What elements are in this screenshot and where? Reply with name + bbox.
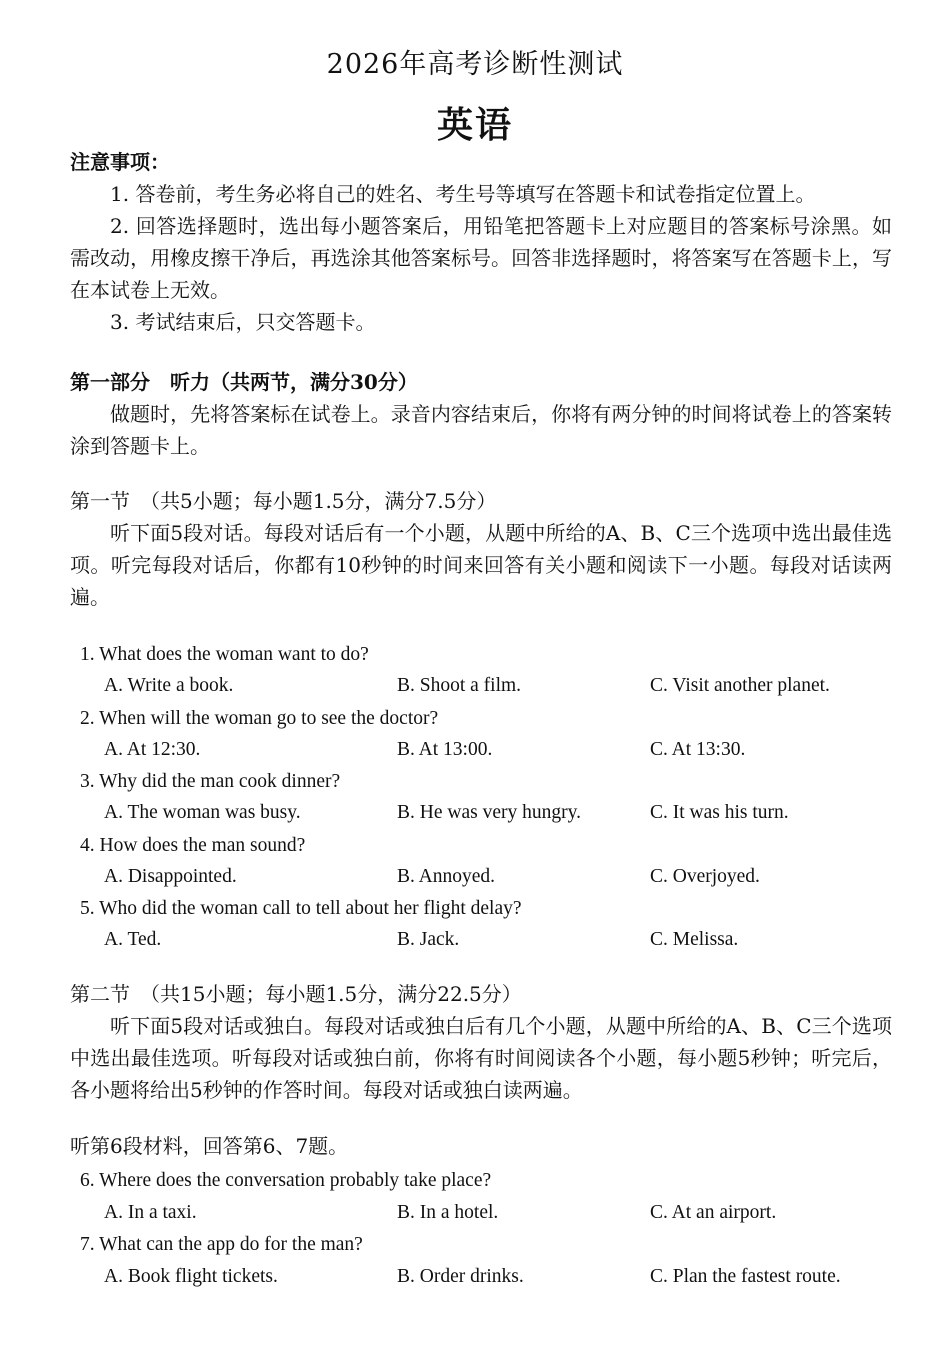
part1-section bbox=[70, 366, 892, 462]
question-3-option-a[interactable]: A. The woman was busy. bbox=[104, 802, 301, 823]
part1-heading: 第一部分 听力（共两节，满分30分） bbox=[70, 370, 418, 394]
notice-item-1: 1. 答卷前，考生务必将自己的姓名、考生号等填写在答题卡和试卷指定位置上。 bbox=[110, 182, 816, 206]
question-4-option-c[interactable]: C. Overjoyed. bbox=[650, 866, 760, 887]
section2-heading: 第二节 （共15小题；每小题1.5分，满分22.5分） bbox=[70, 982, 522, 1006]
section1 bbox=[70, 485, 892, 613]
question-7-option-c[interactable]: C. Plan the fastest route. bbox=[650, 1266, 841, 1287]
question-2-option-c[interactable]: C. At 13:30. bbox=[650, 739, 746, 760]
question-4-stem: 4. How does the man sound? bbox=[80, 835, 306, 856]
notice-item-2: 2. 回答选择题时，选出每小题答案后，用铅笔把答题卡上对应题目的答案标号涂黑。如需改动，用橡皮擦干净后，再选涂其他答案标号。回答非选择题时，将答案写在答题卡上，写在本试卷上无效。 bbox=[70, 214, 892, 302]
question-6-option-b[interactable]: B. In a hotel. bbox=[397, 1202, 499, 1223]
question-1-option-a[interactable]: A. Write a book. bbox=[104, 675, 234, 696]
section1-heading: 第一节 （共5小题；每小题1.5分，满分7.5分） bbox=[70, 489, 497, 513]
question-5-option-b[interactable]: B. Jack. bbox=[397, 929, 460, 950]
question-5-option-c[interactable]: C. Melissa. bbox=[650, 929, 739, 950]
question-6-option-a[interactable]: A. In a taxi. bbox=[104, 1202, 197, 1223]
question-3-option-b[interactable]: B. He was very hungry. bbox=[397, 802, 581, 823]
exam-title: 2026年高考诊断性测试 bbox=[326, 49, 624, 80]
question-1-option-b[interactable]: B. Shoot a film. bbox=[397, 675, 522, 696]
question-4-option-b[interactable]: B. Annoyed. bbox=[397, 866, 496, 887]
question-1-option-c[interactable]: C. Visit another planet. bbox=[650, 675, 830, 696]
material-6-heading: 听第6段材料，回答第6、7题。 bbox=[70, 1134, 349, 1158]
question-7-stem: 7. What can the app do for the man? bbox=[80, 1234, 363, 1255]
question-5-option-a[interactable]: A. Ted. bbox=[104, 929, 162, 950]
exam-subject: 英语 bbox=[436, 104, 513, 146]
question-7-option-a[interactable]: A. Book flight tickets. bbox=[104, 1266, 278, 1287]
question-5-stem: 5. Who did the woman call to tell about her flight delay? bbox=[80, 898, 522, 919]
question-2-stem: 2. When will the woman go to see the doctor? bbox=[80, 708, 439, 729]
notice-heading: 注意事项： bbox=[70, 150, 170, 174]
question-3-stem: 3. Why did the man cook dinner? bbox=[80, 771, 341, 792]
question-2-option-a[interactable]: A. At 12:30. bbox=[104, 739, 201, 760]
section2 bbox=[70, 978, 892, 1106]
question-6-option-c[interactable]: C. At an airport. bbox=[650, 1202, 777, 1223]
section1-instruction: 听下面5段对话。每段对话后有一个小题，从题中所给的A、B、C三个选项中选出最佳选项。听完每段对话后，你都有10秒钟的时间来回答有关小题和阅读下一小题。每段对话读两遍。 bbox=[70, 521, 892, 609]
question-4-option-a[interactable]: A. Disappointed. bbox=[104, 866, 237, 887]
notice-item-3: 3. 考试结束后，只交答题卡。 bbox=[110, 310, 376, 334]
question-7-option-b[interactable]: B. Order drinks. bbox=[397, 1266, 524, 1287]
question-1-stem: 1. What does the woman want to do? bbox=[80, 644, 369, 665]
notice-section bbox=[70, 146, 892, 338]
question-2-option-b[interactable]: B. At 13:00. bbox=[397, 739, 493, 760]
question-6-stem: 6. Where does the conversation probably take place? bbox=[80, 1170, 492, 1191]
section2-instruction: 听下面5段对话或独白。每段对话或独白后有几个小题，从题中所给的A、B、C三个选项中选出最佳选项。听每段对话或独白前，你将有时间阅读各个小题，每小题5秒钟；听完后，各小题将给出5秒钟的作答时间。每段对话或独白读两遍。 bbox=[70, 1014, 892, 1102]
part1-instruction: 做题时，先将答案标在试卷上。录音内容结束后，你将有两分钟的时间将试卷上的答案转涂到答题卡上。 bbox=[70, 402, 892, 458]
question-3-option-c[interactable]: C. It was his turn. bbox=[650, 802, 789, 823]
